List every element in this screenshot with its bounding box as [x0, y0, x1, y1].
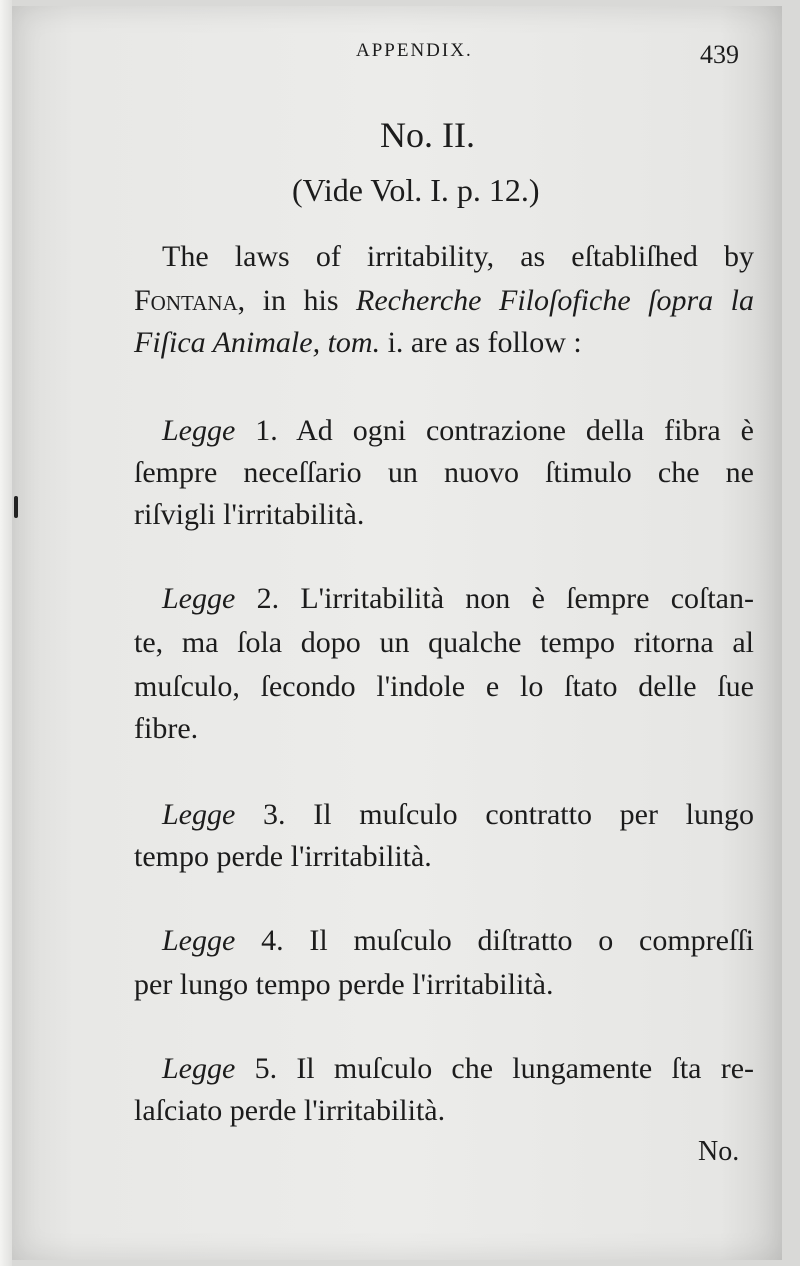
intro-line-2-mid: , in his — [237, 284, 357, 317]
law-number: 3. — [235, 798, 286, 831]
page-number: 439 — [700, 40, 739, 69]
law-2-line-2: te, ma ſola dopo un qualche tempo ritorna al — [134, 626, 754, 659]
law-number: 1. — [235, 414, 278, 447]
book-title: Recherche Filoſofiche ſopra la — [356, 284, 754, 317]
catchword: No. — [698, 1136, 740, 1167]
law-number: 4. — [235, 924, 284, 957]
law-4-line-1 — [162, 924, 754, 958]
law-text: Il muſculo che lungamente ſta re- — [277, 1052, 755, 1085]
intro-line-3 — [134, 326, 754, 360]
law-text: Ad ogni contrazione della fibra è — [277, 414, 755, 447]
law-3-line-1 — [162, 798, 754, 832]
law-text: Il muſculo diſtratto o compreſſi — [283, 924, 754, 957]
book-title-cont: Fiſica Animale, — [134, 326, 321, 359]
law-label: Legge — [162, 798, 236, 831]
section-reference: (Vide Vol. I. p. 12.) — [292, 172, 540, 208]
law-number: 5. — [235, 1052, 278, 1085]
law-1-line-1 — [162, 414, 754, 448]
law-5-line-1 — [162, 1052, 754, 1086]
law-5-line-2: laſciato perde l'irritabilità. — [134, 1094, 446, 1127]
law-number: 2. — [235, 582, 280, 615]
intro-line-3-rest: i. are as follow : — [380, 326, 582, 359]
running-title: APPENDIX. — [356, 40, 473, 61]
section-number: No. II. — [380, 115, 475, 155]
author-name: Fontana — [134, 284, 238, 317]
intro-line-2 — [134, 284, 754, 318]
law-label: Legge — [162, 582, 236, 615]
law-1-line-3: riſvigli l'irritabilità. — [134, 498, 365, 531]
law-label: Legge — [162, 924, 236, 957]
law-2-line-1 — [162, 582, 754, 616]
law-label: Legge — [162, 1052, 236, 1085]
law-1-line-2: ſempre neceſſario un nuovo ſtimulo che ne — [134, 456, 754, 489]
law-2-line-3: muſculo, ſecondo l'indole e lo ſtato delle ſue — [134, 670, 754, 703]
law-label: Legge — [162, 414, 236, 447]
margin-mark — [14, 496, 18, 518]
intro-line-1: The laws of irritability, as eſtabliſhed by — [162, 240, 754, 273]
law-2-line-4: fibre. — [134, 712, 199, 745]
law-text: L'irritabilità non è ſempre coſtan- — [279, 582, 754, 615]
law-4-line-2: per lungo tempo perde l'irritabilità. — [134, 968, 554, 1001]
page-edge — [0, 0, 12, 1266]
law-text: Il muſculo contratto per lungo — [285, 798, 755, 831]
tome-abbrev: tom. — [320, 326, 381, 359]
law-3-line-2: tempo perde l'irritabilità. — [134, 840, 432, 873]
